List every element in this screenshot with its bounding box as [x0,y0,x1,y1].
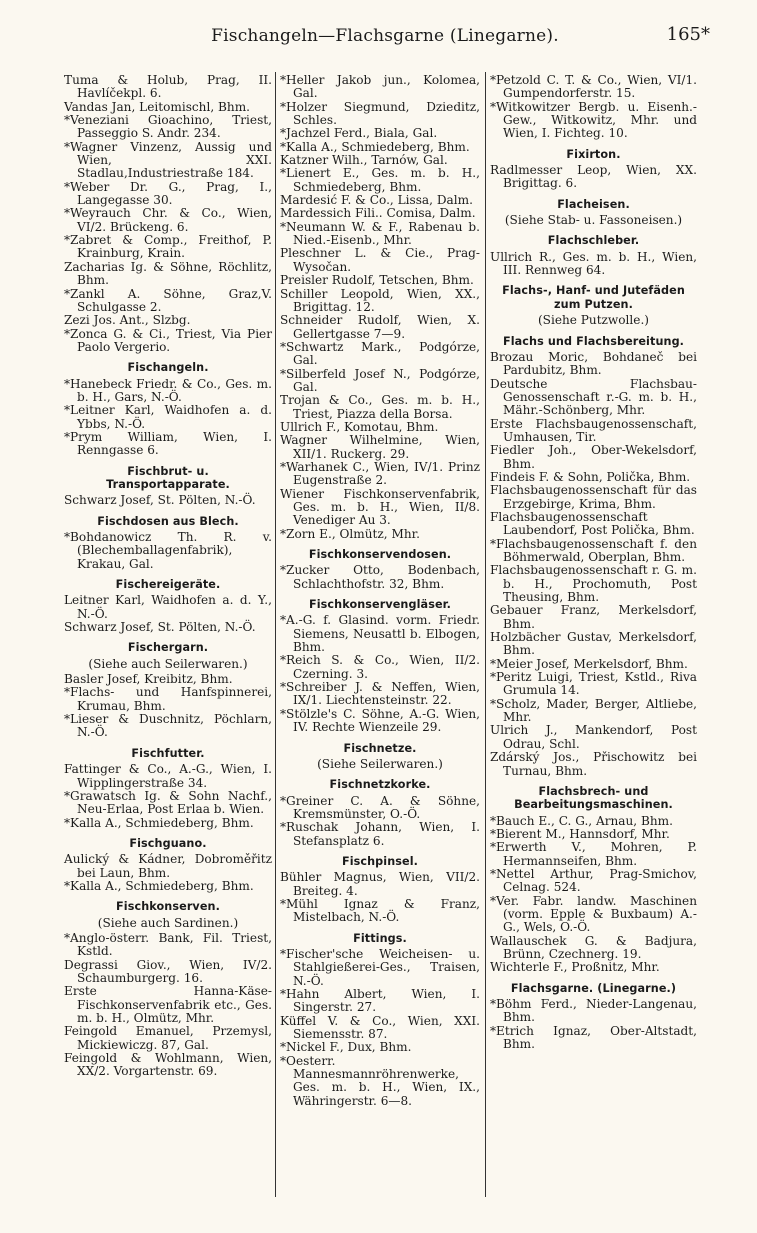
directory-entry: Flachsbaugenossenschaft Laubendorf, Post Polička, Bhm. [490,509,695,538]
directory-entry: Wallauschek G. & Badjura, Brünn, Czechnerg. 19. [490,933,697,961]
directory-entry: *Kalla A., Schmiedeberg, Bhm. [280,139,470,154]
directory-entry: Erste Flachsbaugenossenschaft, Umhausen, Tir. [490,416,697,444]
directory-entry: *Bauch E., C. G., Arnau, Bhm. [490,813,673,828]
directory-entry: Degrassi Giov., Wien, IV/2. Schaumburgerg. 16. [64,957,272,985]
section-heading: Fixirton. [566,147,621,161]
column-divider [275,72,276,1197]
directory-entry: *Leitner Karl, Waidhofen a. d. Ybbs, N.-Ö. [64,403,272,431]
directory-entry: *Heller Jakob jun., Kolomea, Gal. [280,73,480,101]
directory-entry: Gebauer Franz, Merkelsdorf, Bhm. [490,603,697,631]
directory-entry: *Weyrauch Chr. & Co., Wien, VI/2. Brückeng. 6. [64,206,272,234]
section-heading: Flachschleber. [547,234,640,248]
directory-entry: Aulický & Kádner, Dobroměřitz bei Laun, Bhm. [64,852,272,880]
directory-entry: Leitner Karl, Waidhofen a. d. Y., N.-Ö. [64,593,272,621]
directory-entry: *Ruschak Johann, Wien, I. Stefansplatz 6. [280,820,480,848]
directory-entry: Ullrich F., Komotau, Bhm. [280,419,439,434]
directory-entry: *Ver. Fabr. landw. Maschinen (vorm. Epple & Buxbaum) A.-G., Wels, O.-Ö. [490,893,697,935]
directory-entry: *Oesterr. Mannesmannröhrenwerke, Ges. m. b. H., Wien, IX., Währingerstr. 6—8. [280,1053,480,1108]
directory-entry: Flachsbaugenossenschaft für das Erzgebirge, Krima, Bhm. [490,483,697,511]
section-heading: Fischdosen aus Blech. [97,514,239,528]
directory-entry: *Schreiber J. & Neffen, Wien, IX/1. Liechtensteinstr. 22. [280,680,480,708]
section-heading: Fittings. [353,931,407,945]
directory-entry: Zdárský Jos., Přischowitz bei Turnau, Bhm. [490,750,697,778]
directory-entry: Schiller Leopold, Wien, XX., Brigittag. 12. [280,286,480,314]
column-2 [280,74,480,1108]
directory-entry: Zezi Jos. Ant., Slzbg. [64,313,191,328]
directory-entry: *Zabret & Comp., Freithof, P. Krainburg, Krain. [64,233,272,261]
directory-entry: Findeis F. & Sohn, Polička, Bhm. [490,469,691,484]
directory-entry: *Weber Dr. G., Prag, I., Langegasse 30. [64,179,272,208]
page-header [60,24,710,50]
column-1 [64,74,272,1079]
directory-entry: *Holzer Siegmund, Dzieditz, Schles. [280,99,480,128]
directory-entry: *Witkowitzer Bergb. u. Eisenh.-Gew., Witkowitz, Mhr. und Wien, I. Fichteg. 10. [490,99,697,141]
section-heading: Fischbrut- u. Transportapparate. [106,464,230,491]
cross-reference-note: (Siehe Seilerwaren.) [317,756,443,771]
section-heading: Fischnetze. [343,741,417,755]
section-heading: Flachs und Flachsbereitung. [502,334,685,348]
directory-entry: Ullrich R., Ges. m. b. H., Wien, III. Rennweg 64. [490,249,697,278]
directory-entry: Feingold Emanuel, Przemysl, Mickiewiczg. 87, Gal. [64,1024,272,1052]
directory-entry: *Anglo-österr. Bank, Fil. Triest, Kstld. [64,930,272,959]
directory-entry: *Hanebeck Friedr. & Co., Ges. m. b. H., Gars, N.-Ö. [64,376,272,404]
directory-entry: *Hahn Albert, Wien, I. Singerstr. 27. [280,987,480,1015]
directory-entry: *Bierent M., Hannsdorf, Mhr. [490,826,670,841]
directory-entry: Erste Hanna-Käse-Fischkonservenfabrik etc., Ges. m. b. H., Olmütz, Mhr. [64,984,272,1025]
section-heading: Fischkonserven. [116,900,220,914]
directory-entry: *Flachs- und Hanfspinnerei, Krumau, Bhm. [64,685,272,713]
directory-entry: *Jachzel Ferd., Biala, Gal. [280,126,438,141]
directory-entry: Deutsche Flachsbau-Genossenschaft r.-G. m. b. H., Mähr.-Schönberg, Mhr. [490,376,697,418]
section-heading: Fischfutter. [131,746,205,760]
directory-entry: Ulrich J., Mankendorf, Post Odrau, Schl. [490,723,697,751]
directory-entry: Wiener Fischkonservenfabrik, Ges. m. b. H., Wien, II/8. Venediger Au 3. [280,486,480,528]
directory-entry: Fiedler Joh., Ober-Wekelsdorf, Bhm. [490,443,697,471]
cross-reference-note: (Siehe auch Seilerwaren.) [88,656,248,671]
directory-entry: Schneider Rudolf, Wien, X. Gellertgasse 7—9. [280,313,480,341]
directory-entry: Brozau Moric, Bohdaneč bei Pardubitz, Bhm. [490,349,697,378]
page-number: 165* [666,24,710,45]
directory-entry: Bühler Magnus, Wien, VII/2. Breiteg. 4. [280,870,480,898]
directory-entry: *Greiner C. A. & Söhne, Kremsmünster, O.-Ö. [280,793,480,821]
directory-entry: *Zucker Otto, Bodenbach, Schlachthofstr. 32, Bhm. [280,563,480,591]
directory-entry: *Zorn E., Olmütz, Mhr. [280,526,420,541]
directory-entry: Katzner Wilh., Tarnów, Gal. [280,153,448,168]
directory-entry: *Lieser & Duschnitz, Pöchlarn, N.-Ö. [64,712,272,740]
section-heading: Fischnetzkorke. [329,778,431,792]
cross-reference-note: (Siehe Stab- u. Fassoneisen.) [504,213,683,228]
directory-entry: *Etrich Ignaz, Ober-Altstadt, Bhm. [490,1023,697,1052]
directory-entry: Trojan & Co., Ges. m. b. H., Triest, Piazza della Borsa. [280,393,480,421]
directory-entry: *A.-G. f. Glasind. vorm. Friedr. Siemens, Neusattl b. Elbogen, Bhm. [280,613,480,655]
section-heading: Fischereigeräte. [115,578,221,592]
directory-entry: Preisler Rudolf, Tetschen, Bhm. [280,273,474,288]
section-heading: Fischkonservendosen. [308,548,452,562]
section-heading: Fischkonservengläser. [308,598,452,612]
directory-entry: Tuma & Holub, Prag, II. Havlíčekpl. 6. [64,73,272,101]
directory-entry: *Mühl Ignaz & Franz, Mistelbach, N.-Ö. [280,896,480,925]
directory-entry: Feingold & Wohlmann, Wien, XX/2. Vorgartenstr. 69. [64,1051,272,1079]
cross-reference-note: (Siehe Putzwolle.) [537,313,650,328]
directory-entry: *Petzold C. T. & Co., Wien, VI/1. Gumpendorferstr. 15. [490,73,697,101]
directory-entry: *Stölzle's C. Söhne, A.-G. Wien, IV. Rechte Wienzeile 29. [280,706,480,735]
directory-entry: *Warhanek C., Wien, IV/1. Prinz Eugenstraße 2. [280,459,480,488]
section-heading: Fischpinsel. [341,854,419,868]
directory-entry: *Zonca G. & Ci., Triest, Via Pier Paolo Vergerio. [64,326,272,354]
directory-entry: *Lienert E., Ges. m. b. H., Schmiedeberg, Bhm. [280,166,480,194]
section-heading: Fischangeln. [127,361,209,375]
directory-entry: *Meier Josef, Merkelsdorf, Bhm. [490,656,688,671]
directory-entry: *Veneziani Gioachino, Triest, Passeggio S. Andr. 234. [64,113,272,141]
directory-entry: Holzbächer Gustav, Merkelsdorf, Bhm. [490,630,697,658]
directory-entry: Vandas Jan, Leitomischl, Bhm. [64,99,251,114]
running-title: Fischangeln—Flachsgarne (Linegarne). [211,26,559,46]
directory-entry: *Grawatsch Ig. & Sohn Nachf., Neu-Erlaa, Post Erlaa b. Wien. [64,788,272,817]
directory-entry: *Erwerth V., Mohren, P. Hermannseifen, Bhm. [490,840,697,868]
directory-entry: *Kalla A., Schmiedeberg, Bhm. [64,815,254,830]
directory-entry: *Kalla A., Schmiedeberg, Bhm. [64,878,254,893]
directory-entry: Küffel V. & Co., Wien, XXI. Siemensstr. 87. [280,1013,480,1042]
directory-entry: Pleschner L. & Cie., Prag-Wysočan. [280,246,480,274]
directory-entry: Mardesić F. & Co., Lissa, Dalm. [280,193,473,208]
directory-entry: *Nickel F., Dux, Bhm. [280,1040,412,1055]
directory-entry: *Wagner Vinzenz, Aussig und Wien, XXI. Stadlau,Industriestraße 184. [64,139,272,181]
directory-entry: *Scholz, Mader, Berger, Altliebe, Mhr. [490,696,697,725]
directory-entry: *Schwartz Mark., Podgórze, Gal. [280,339,480,368]
directory-entry: *Zankl A. Söhne, Graz,V. Schulgasse 2. [64,286,272,314]
directory-entry: *Flachsbaugenossenschaft f. den Böhmerwald, Oberplan, Bhm. [490,536,697,564]
directory-entry: Schwarz Josef, St. Pölten, N.-Ö. [64,620,256,635]
directory-entry: Flachsbaugenossenschaft r. G. m. b. H., Prochomuth, Post Theusing, Bhm. [490,563,697,605]
section-heading: Flachs-, Hanf- und Jutefäden zum Putzen. [502,284,685,311]
column-3 [490,74,697,1051]
directory-entry: Wichterle F., Proßnitz, Mhr. [490,960,660,975]
directory-entry: *Nettel Arthur, Prag-Smichov, Celnag. 524. [490,866,697,895]
directory-entry: Fattinger & Co., A.-G., Wien, I. Wipplingerstraße 34. [64,762,272,790]
directory-entry: *Neumann W. & F., Rabenau b. Nied.-Eisenb., Mhr. [280,219,480,248]
directory-entry: *Prym William, Wien, I. Renngasse 6. [64,429,272,458]
section-heading: Flacheisen. [557,197,630,211]
directory-entry: Radlmesser Leop, Wien, XX. Brigittag. 6. [490,163,697,191]
section-heading: Flachsbrech- und Bearbeitungsmaschinen. [514,784,673,812]
directory-entry: Basler Josef, Kreibitz, Bhm. [64,672,233,687]
directory-entry: Wagner Wilhelmine, Wien, XII/1. Ruckerg. 29. [280,433,480,461]
directory-entry: *Silberfeld Josef N., Podgórze, Gal. [280,366,480,394]
section-heading: Fischguano. [129,836,207,850]
directory-entry: *Fischer'sche Weicheisen- u. Stahlgießerei-Ges., Traisen, N.-Ö. [280,946,480,988]
section-heading: Fischergarn. [127,641,209,655]
cross-reference-note: (Siehe auch Sardinen.) [97,915,239,930]
directory-entry: *Böhm Ferd., Nieder-Langenau, Bhm. [490,997,697,1025]
directory-entry: *Bohdanowicz Th. R. v. (Blechemballagenfabrik), Krakau, Gal. [64,530,272,571]
directory-entry: *Peritz Luigi, Triest, Kstld., Riva Grumula 14. [490,670,697,698]
column-divider [485,72,486,1197]
directory-entry: Schwarz Josef, St. Pölten, N.-Ö. [64,493,256,508]
section-heading: Flachsgarne. (Linegarne.) [510,981,677,995]
directory-entry: *Reich S. & Co., Wien, II/2. Czerning. 3. [280,653,480,681]
directory-entry: Zacharias Ig. & Söhne, Röchlitz, Bhm. [64,259,272,288]
directory-entry: Mardessich Fili.. Comisa, Dalm. [280,206,476,221]
